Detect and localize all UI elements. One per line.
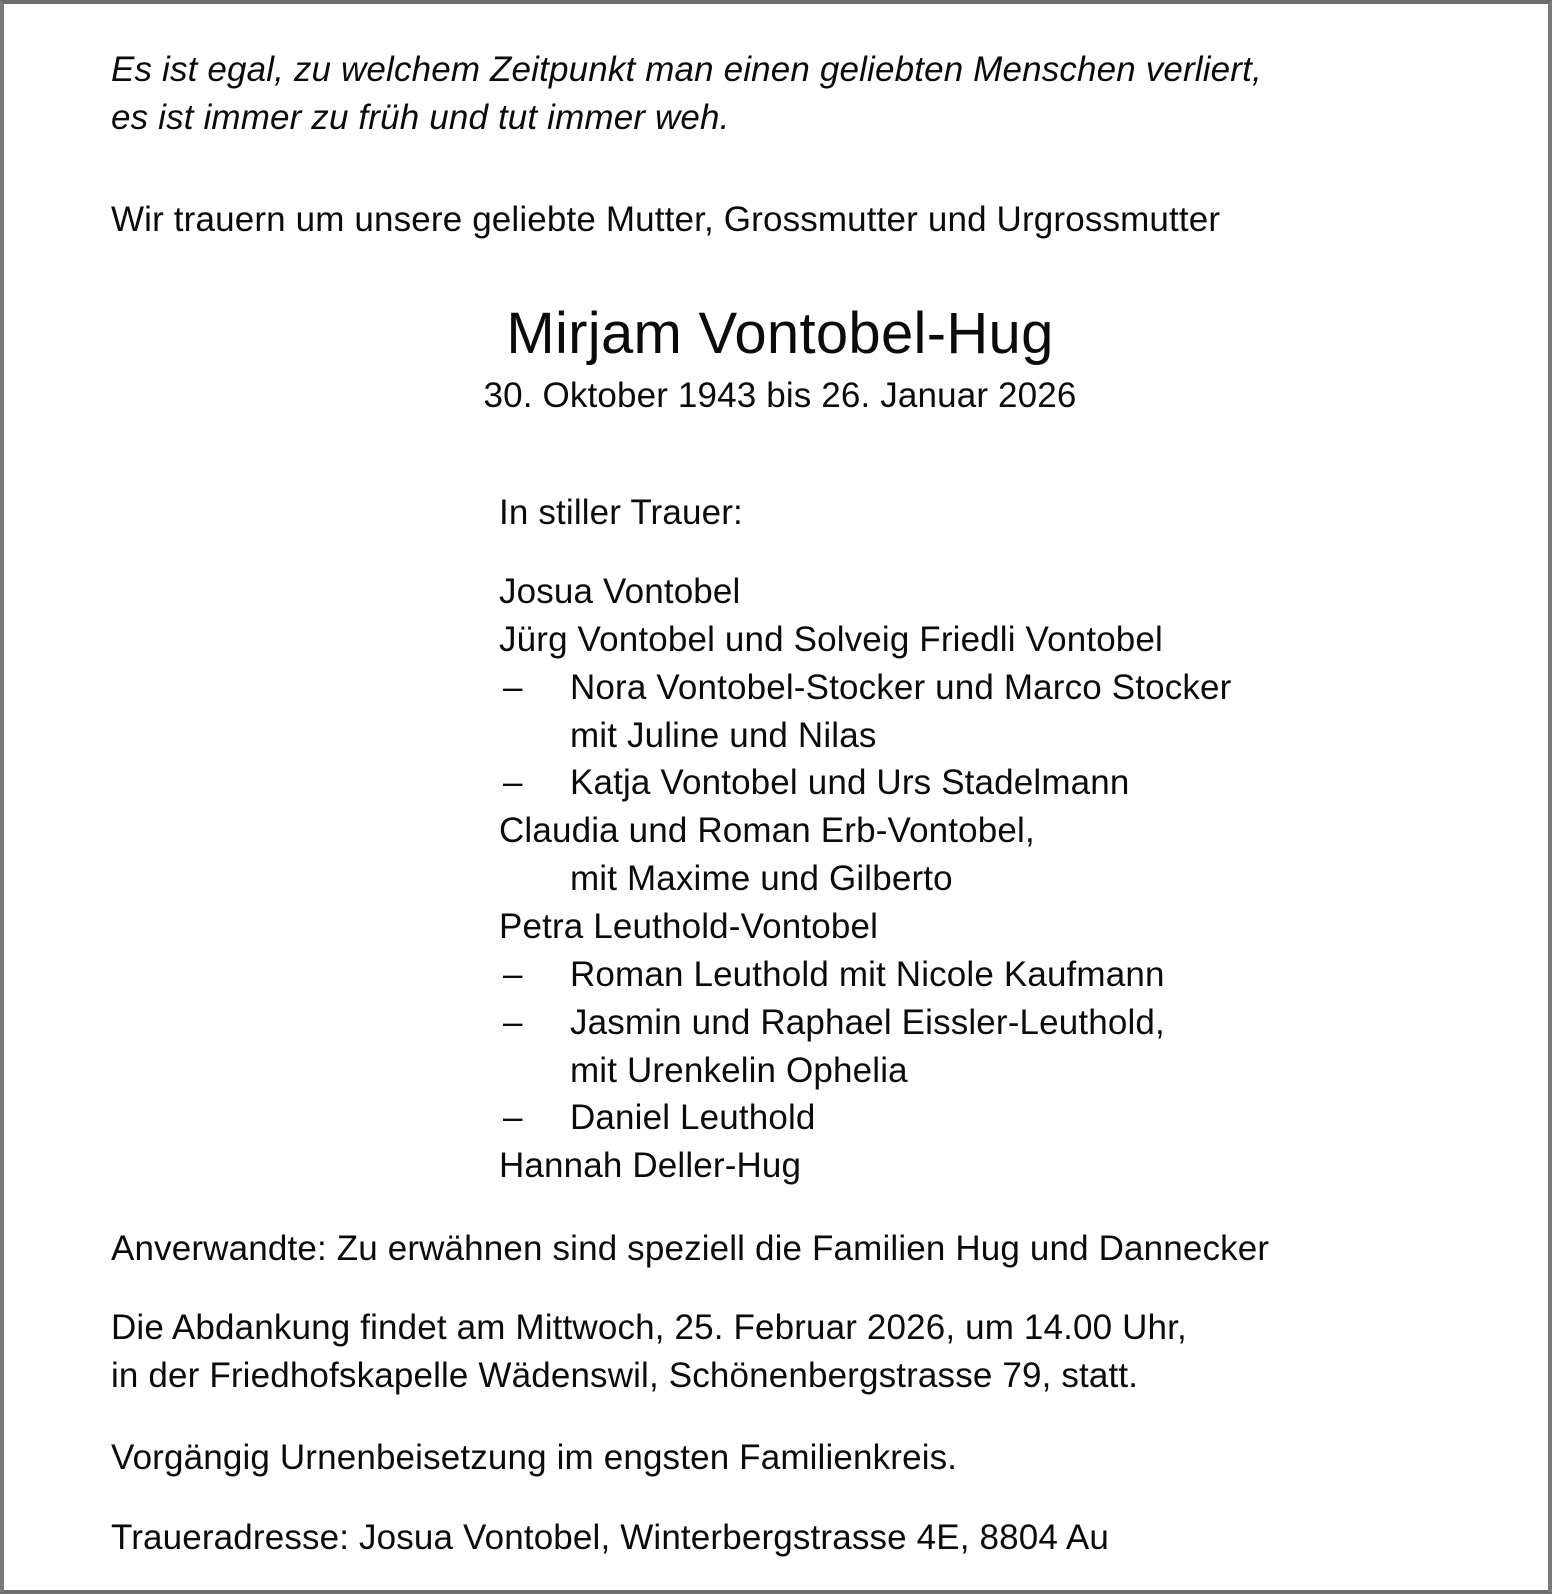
mourner-name: Jasmin und Raphael Eissler-Leuthold, xyxy=(570,1002,1165,1042)
mourner-name: mit Maxime und Gilberto xyxy=(570,859,953,899)
mourner-name: Claudia und Roman Erb-Vontobel, xyxy=(499,811,1035,851)
mourner-name: Daniel Leuthold xyxy=(570,1098,816,1138)
intro-text: Wir trauern um unsere geliebte Mutter, Grossmutter und Urgrossmutter xyxy=(111,200,1221,239)
dash-bullet: – xyxy=(503,954,523,994)
burial-text: Vorgängig Urnenbeisetzung im engsten Familienkreis. xyxy=(111,1438,958,1477)
mourning-address: Traueradresse: Josua Vontobel, Winterbergstrasse 4E, 8804 Au xyxy=(111,1518,1109,1557)
mourner-name: Katja Vontobel und Urs Stadelmann xyxy=(570,763,1130,803)
mourner-name: mit Urenkelin Ophelia xyxy=(570,1050,908,1090)
mourner-name: Josua Vontobel xyxy=(499,572,741,611)
mourner-name: Jürg Vontobel und Solveig Friedli Vontobel xyxy=(499,619,1163,659)
dash-bullet: – xyxy=(503,1002,523,1042)
deceased-dates: 30. Oktober 1943 bis 26. Januar 2026 xyxy=(483,376,1077,415)
mourner-name: Petra Leuthold-Vontobel xyxy=(499,906,879,946)
motto-line: Es ist egal, zu welchem Zeitpunkt man einen geliebten Menschen verliert, xyxy=(111,50,1262,89)
relatives-text: Anverwandte: Zu erwähnen sind speziell die Familien Hug und Dannecker xyxy=(111,1229,1270,1268)
ceremony-line: in der Friedhofskapelle Wädenswil, Schönenbergstrasse 79, statt. xyxy=(111,1356,1139,1395)
motto-line: es ist immer zu früh und tut immer weh. xyxy=(111,98,730,137)
mourner-name: Hannah Deller-Hug xyxy=(499,1146,802,1186)
dash-bullet: – xyxy=(503,1098,523,1138)
ceremony-line: Die Abdankung findet am Mittwoch, 25. Februar 2026, um 14.00 Uhr, xyxy=(111,1308,1187,1347)
deceased-name: Mirjam Vontobel-Hug xyxy=(506,301,1054,366)
dash-bullet: – xyxy=(503,667,523,707)
dash-bullet: – xyxy=(503,763,523,803)
mourner-name: Nora Vontobel-Stocker und Marco Stocker xyxy=(570,667,1232,707)
mourner-name: mit Juline und Nilas xyxy=(570,715,877,755)
mourners-heading: In stiller Trauer: xyxy=(499,493,743,532)
mourner-name: Roman Leuthold mit Nicole Kaufmann xyxy=(570,954,1165,994)
